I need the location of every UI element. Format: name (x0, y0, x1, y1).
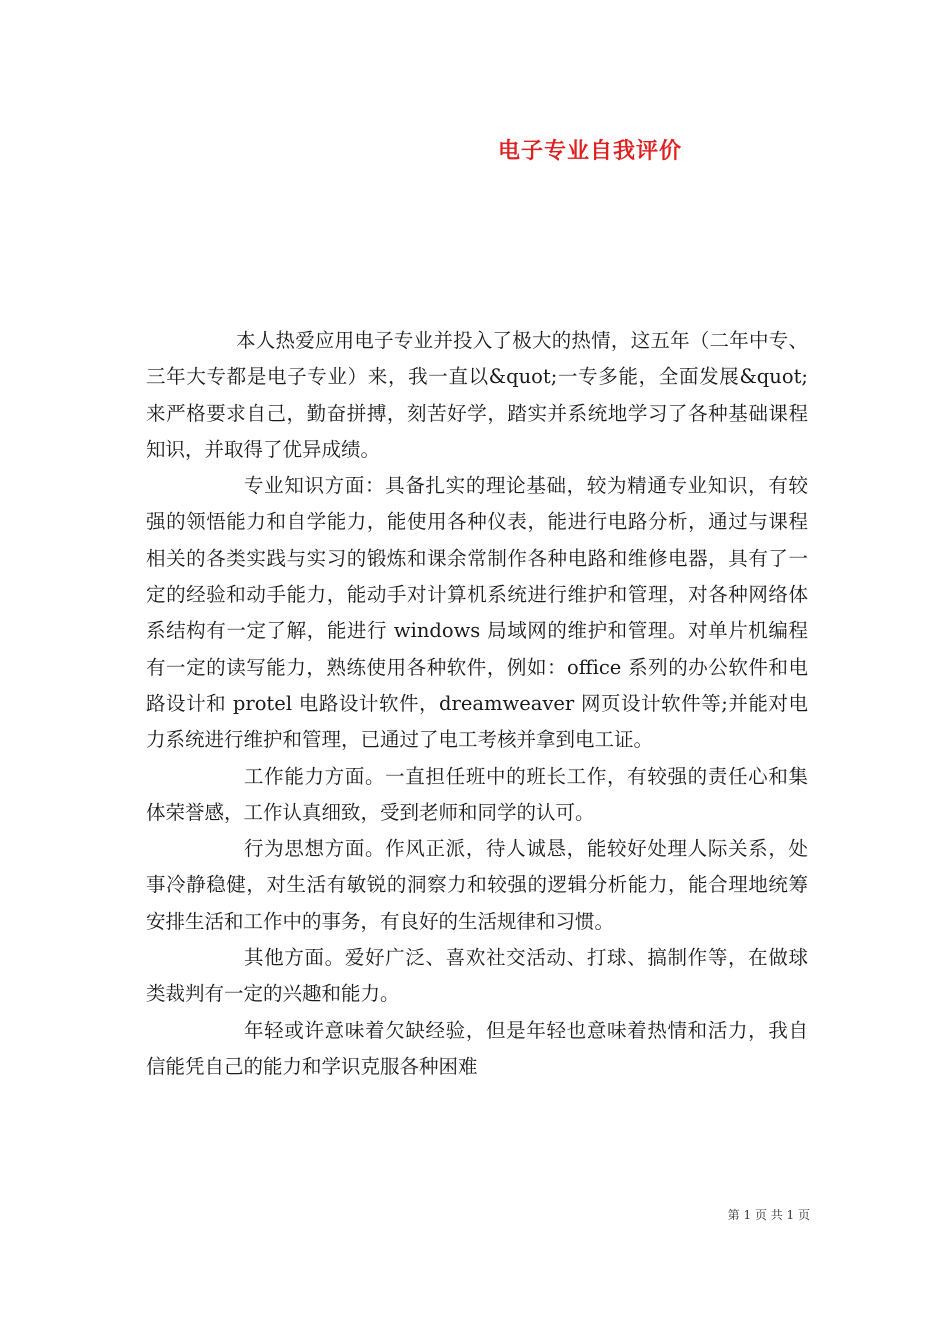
paragraph-intro: 本人热爱应用电子专业并投入了极大的热情，这五年（二年中专、三年大专都是电子专业）来，我一直以&quot;一专多能，全面发展&quot;来严格要求自己，勤奋拼搏，刻苦好学，踏实并系统地学习了各种基础课程知识，并取得了优异成绩。 (146, 329, 808, 461)
paragraph-conduct: 行为思想方面。作风正派，待人诚恳，能较好处理人际关系，处事冷静稳健，对生活有敏锐的洞察力和较强的逻辑分析能力，能合理地统筹安排生活和工作中的事务，有良好的生活规律和习惯。 (146, 837, 808, 933)
paragraph-other: 其他方面。爱好广泛、喜欢社交活动、打球、搞制作等，在做球类裁判有一定的兴趣和能力。 (146, 946, 808, 1006)
paragraph-closing: 年轻或许意味着欠缺经验，但是年轻也意味着热情和活力，我自信能凭自己的能力和学识克服各种困难 (146, 1018, 808, 1078)
document-title: 电子专业自我评价 (497, 139, 682, 164)
page-number-footer: 第 1 页 共 1 页 (727, 1208, 810, 1222)
paragraph-professional-knowledge: 专业知识方面：具备扎实的理论基础，较为精通专业知识，有较强的领悟能力和自学能力，能使用各种仪表，能进行电路分析，通过与课程相关的各类实践与实习的锻炼和课余常制作各种电路和维修电器，具有了一定的经验和动手能力，能动手对计算机系统进行维护和管理，对各种网络体系结构有一定了解，能进行 windows 局域网的维护和管理。对单片机编程有一定的读写能力，熟练使用各种软件，例如：office 系列的办公软件和电路设计和 protel 电路设计软件，dreamweaver 网页设计软件等;并能对电力系统进行维护和管理，已通过了电工考核并拿到电工证。 (146, 474, 808, 752)
paragraph-work-ability: 工作能力方面。一直担任班中的班长工作，有较强的责任心和集体荣誉感，工作认真细致，受到老师和同学的认可。 (146, 764, 808, 824)
document-body (146, 323, 808, 1085)
